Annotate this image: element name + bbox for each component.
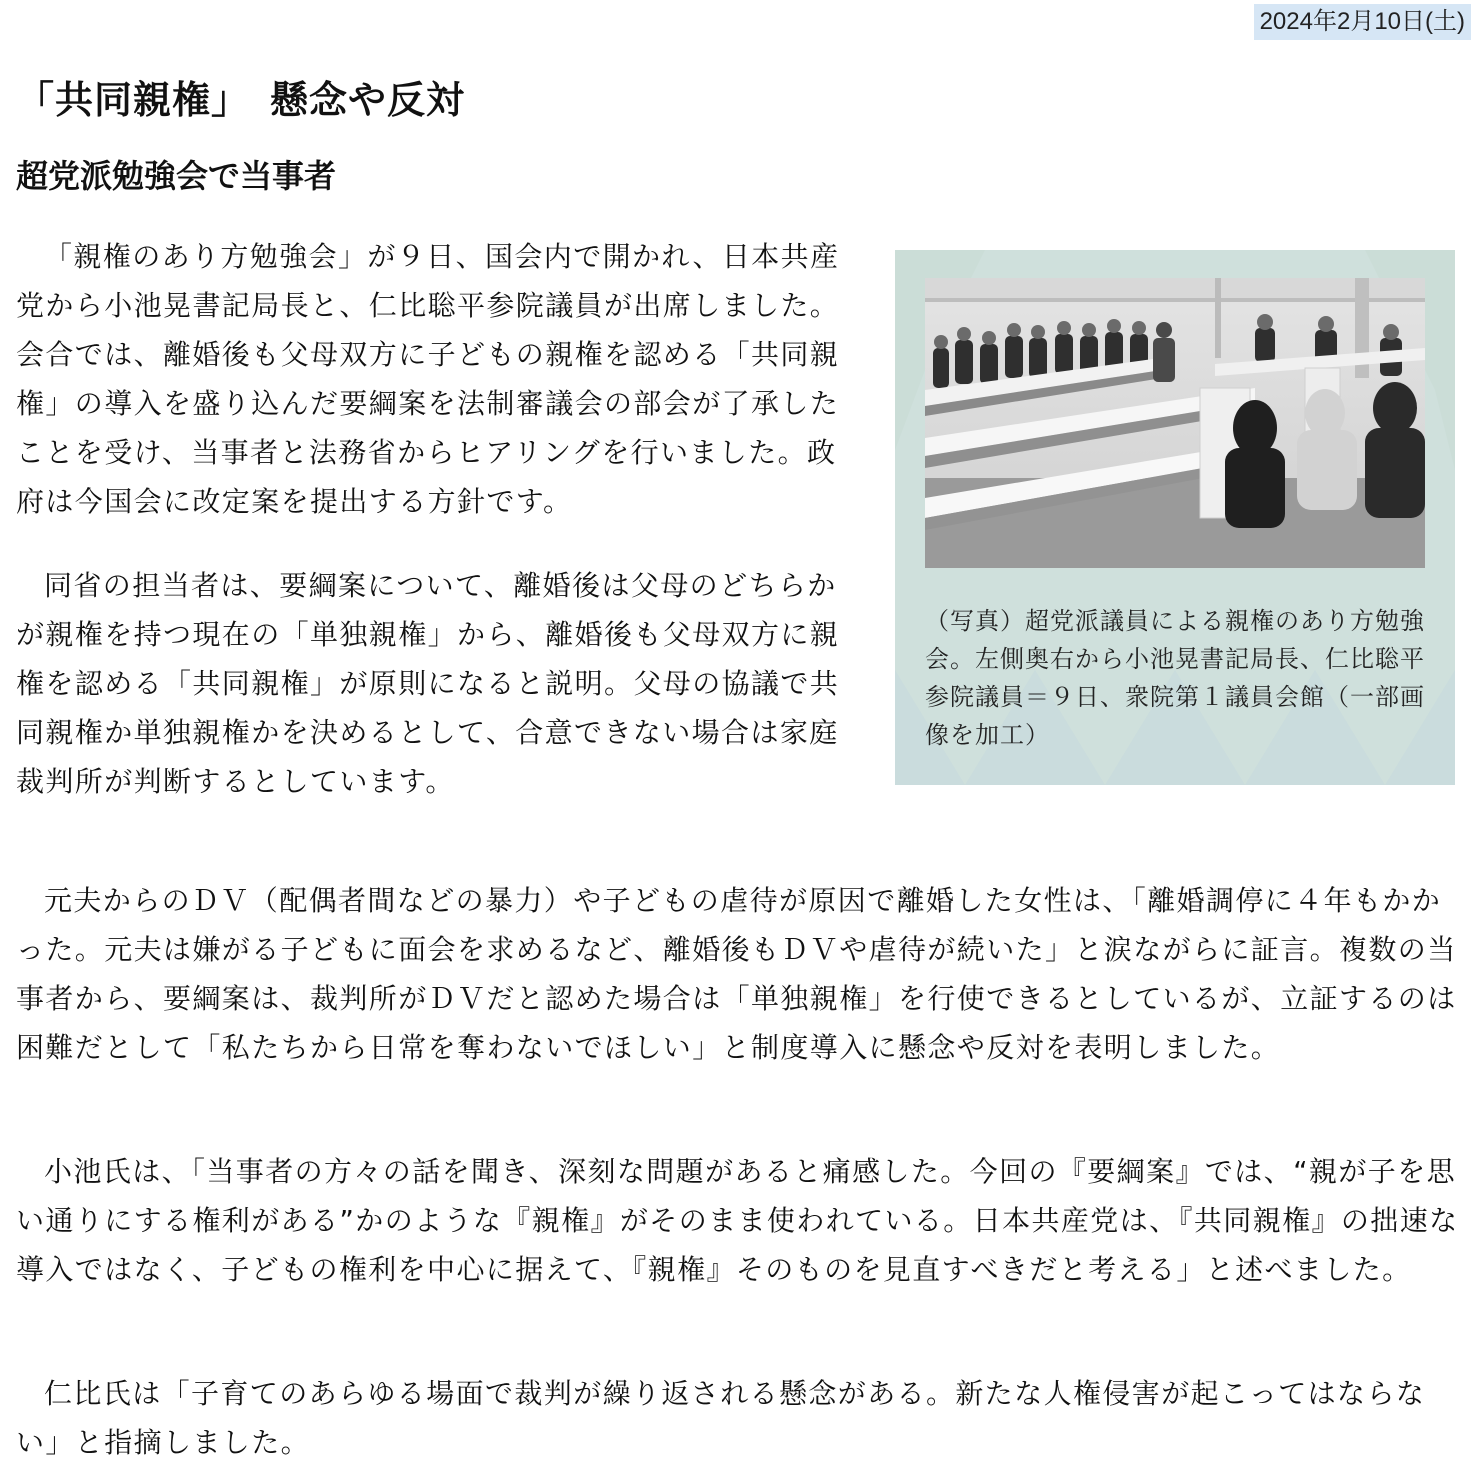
- paragraph-2: 同省の担当者は、要綱案について、離婚後は父母のどちらかが親権を持つ現在の「単独親権」から、離婚後も父母双方に親権を認める「共同親権」が原則になると説明。父母の協議で共同親権か単独親権かを決めるとして、合意できない場合は家庭裁判所が判断するとしています。: [16, 569, 840, 798]
- photo-caption: （写真）超党派議員による親権のあり方勉強会。左側奥右から小池晃書記局長、仁比聡平参院議員＝９日、衆院第１議員会館（一部画像を加工）: [925, 607, 1425, 749]
- subheadline: 超党派勉強会で当事者: [16, 157, 337, 195]
- meeting-photo: [925, 278, 1425, 568]
- paragraph-4: 小池氏は、「当事者の方々の話を聞き、深刻な問題があると痛感した。今回の『要綱案』では、“親が子を思い通りにする権利がある”かのような『親権』がそのまま使われている。日本共産党は、『共同親権』の拙速な導入ではなく、子どもの権利を中心に据えて、『親権』そのものを見直すべきだと考える」と述べました。: [16, 1155, 1459, 1286]
- paragraph-1: 「親権のあり方勉強会」が９日、国会内で開かれ、日本共産党から小池晃書記局長と、仁比聡平参院議員が出席しました。会合では、離婚後も父母双方に子どもの親権を認める「共同親権」の導入を盛り込んだ要綱案を法制審議会の部会が了承したことを受け、当事者と法務省からヒアリングを行いました。政府は今国会に改定案を提出する方針です。: [16, 240, 840, 518]
- paragraph-5: 仁比氏は「子育てのあらゆる場面で裁判が繰り返される懸念がある。新たな人権侵害が起こってはならない」と指摘しました。: [16, 1377, 1426, 1459]
- headline: 「共同親権」 懸念や反対: [16, 78, 466, 122]
- publication-date: 2024年2月10日(土): [1254, 4, 1471, 40]
- meeting-room-illustration: [925, 278, 1425, 568]
- photo-figure: [895, 250, 1455, 785]
- intro-column: [16, 232, 856, 806]
- paragraph-3: 元夫からのＤＶ（配偶者間などの暴力）や子どもの虐待が原因で離婚した女性は、「離婚調停に４年もかかった。元夫は嫌がる子どもに面会を求めるなど、離婚後もＤＶや虐待が続いた」と涙ながらに証言。複数の当事者から、要綱案は、裁判所がＤＶだと認めた場合は「単独親権」を行使できるとしているが、立証するのは困難だとして「私たちから日常を奪わないでほしい」と制度導入に懸念や反対を表明しました。: [16, 884, 1457, 1064]
